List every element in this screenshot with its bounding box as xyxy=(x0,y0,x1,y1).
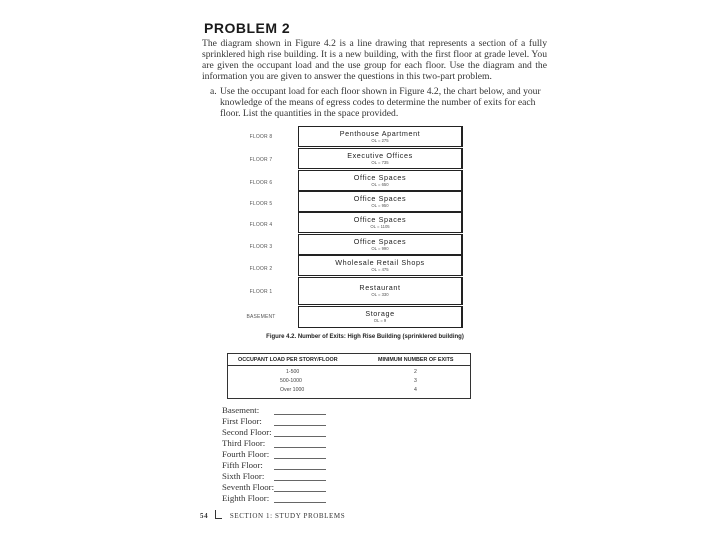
answer-label: Seventh Floor: xyxy=(222,482,275,492)
floor-box-3 xyxy=(298,234,463,255)
exits-cell: 4 xyxy=(414,387,417,393)
page-number: 54 xyxy=(200,512,209,520)
answer-first-floor xyxy=(222,416,332,426)
occupant-load: OL = 950 xyxy=(371,203,389,208)
part-a-instructions xyxy=(210,86,550,119)
load-cell: Over 1000 xyxy=(280,387,305,393)
answer-fifth-floor xyxy=(222,460,332,470)
floor-box-basement xyxy=(298,306,463,328)
floor-label-7: FLOOR 7 xyxy=(249,157,273,163)
occupant-load: OL = 990 xyxy=(371,246,389,251)
column-header-exits: MINIMUM NUMBER OF EXITS xyxy=(378,357,454,363)
exits-table xyxy=(227,353,471,399)
floor-label-1: FLOOR 1 xyxy=(249,289,273,295)
floor-box-1 xyxy=(298,277,463,305)
exits-cell: 3 xyxy=(414,378,417,384)
answer-basement xyxy=(222,405,332,415)
floor-use: Executive Offices xyxy=(347,151,413,160)
floor-use: Office Spaces xyxy=(353,173,407,182)
answer-label: Basement: xyxy=(222,405,260,415)
intro-paragraph: The diagram shown in Figure 4.2 is a line drawing that represents a section of a fully sprinklered high rise building. It is a new building, with the first floor at grade level. You are given the occupant load and the use group for each floor. Use the diagram and the information you are given to answer the questions in this two-part problem. xyxy=(202,38,547,82)
answer-label: Fifth Floor: xyxy=(222,460,263,470)
problem-title: PROBLEM 2 xyxy=(204,20,291,36)
occupant-load: OL = 475 xyxy=(371,267,389,272)
answer-fourth-floor xyxy=(222,449,332,459)
occupant-load: OL = 1105 xyxy=(370,224,390,229)
floor-use: Office Spaces xyxy=(353,194,407,203)
occupant-load: OL = 9 xyxy=(373,318,387,323)
part-a-letter: a. xyxy=(210,86,217,97)
occupant-load: OL = 275 xyxy=(371,138,389,143)
answer-blank[interactable] xyxy=(274,491,326,492)
floor-label-6: FLOOR 6 xyxy=(249,180,273,186)
floor-box-8 xyxy=(298,126,463,147)
floor-use: Penthouse Apartment xyxy=(339,129,421,138)
floor-label-4: FLOOR 4 xyxy=(249,222,273,228)
floor-label-5: FLOOR 5 xyxy=(249,201,273,207)
answer-blank[interactable] xyxy=(274,480,326,481)
page-footer xyxy=(200,510,345,520)
answer-label: Eighth Floor: xyxy=(222,493,270,503)
table-header xyxy=(228,354,470,366)
table-row xyxy=(228,387,470,397)
answer-label: Third Floor: xyxy=(222,438,266,448)
answer-blank[interactable] xyxy=(274,436,326,437)
load-cell: 500-1000 xyxy=(280,378,302,384)
answer-second-floor xyxy=(222,427,332,437)
floor-label-basement: BASEMENT xyxy=(246,314,276,320)
floor-use: Office Spaces xyxy=(353,215,407,224)
answer-third-floor xyxy=(222,438,332,448)
occupant-load: OL = 650 xyxy=(371,182,389,187)
load-cell: 1-500 xyxy=(286,369,300,375)
answer-blank[interactable] xyxy=(274,502,326,503)
answer-sixth-floor xyxy=(222,471,332,481)
floor-box-5 xyxy=(298,191,463,212)
floor-label-8: FLOOR 8 xyxy=(249,134,273,140)
floor-use: Wholesale Retail Shops xyxy=(335,258,425,267)
section-title: SECTION 1: STUDY PROBLEMS xyxy=(229,512,346,520)
answer-blank[interactable] xyxy=(274,447,326,448)
answer-label: Fourth Floor: xyxy=(222,449,270,459)
answer-blank[interactable] xyxy=(274,469,326,470)
column-header-load: OCCUPANT LOAD PER STORY/FLOOR xyxy=(238,357,338,363)
answer-label: First Floor: xyxy=(222,416,262,426)
floor-use: Restaurant xyxy=(359,283,401,292)
figure-caption: Figure 4.2. Number of Exits: High Rise Building (sprinklered building) xyxy=(266,334,464,340)
part-a-text: Use the occupant load for each floor shown in Figure 4.2, the chart below, and your knowledge of the means of egress codes to determine the number of exits for each floor. List the quantities in the space provided. xyxy=(220,86,541,119)
floor-box-2 xyxy=(298,255,463,276)
exits-cell: 2 xyxy=(414,369,417,375)
answer-seventh-floor xyxy=(222,482,332,492)
floor-box-7 xyxy=(298,148,463,169)
floor-box-6 xyxy=(298,170,463,191)
answer-label: Sixth Floor: xyxy=(222,471,265,481)
answer-blank[interactable] xyxy=(274,425,326,426)
occupant-load: OL = 735 xyxy=(371,160,389,165)
floor-label-2: FLOOR 2 xyxy=(249,266,273,272)
occupant-load: OL = 330 xyxy=(371,292,389,297)
footer-divider xyxy=(215,510,222,519)
answer-blank[interactable] xyxy=(274,414,326,415)
answer-blank[interactable] xyxy=(274,458,326,459)
answer-eighth-floor xyxy=(222,493,332,503)
floor-box-4 xyxy=(298,212,463,233)
answer-label: Second Floor: xyxy=(222,427,272,437)
floor-use: Storage xyxy=(365,309,395,318)
floor-use: Office Spaces xyxy=(353,237,407,246)
floor-label-3: FLOOR 3 xyxy=(249,244,273,250)
